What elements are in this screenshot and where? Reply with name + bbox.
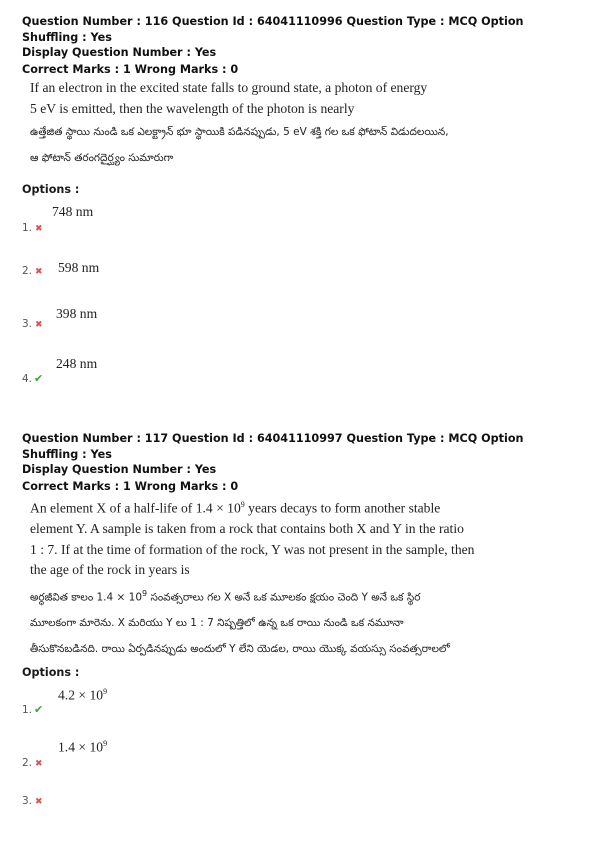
correct-mark-icon: ✔: [34, 703, 44, 716]
wrong-mark-icon: ✖: [35, 759, 43, 769]
question-header-line2: Display Question Number : Yes: [22, 46, 217, 59]
question-header-line1: Question Number : 117 Question Id : 64041110997 Question Type : MCQ Option Shuffling : Yes: [22, 432, 524, 461]
question-header-line2: Display Question Number : Yes: [22, 463, 217, 476]
option-text: 398 nm: [56, 306, 98, 321]
question-header-line1: Question Number : 116 Question Id : 64041110996 Question Type : MCQ Option Shuffling : Yes: [22, 15, 524, 44]
option-3[interactable]: [22, 306, 322, 346]
question-text-en-4: the age of the rock in years is: [30, 562, 190, 578]
wrong-mark-icon: ✖: [35, 797, 43, 807]
question-text-te-3: తీసుకొనబడినది. రాయి ఏర్పడినప్పుడు అందులో Y లేని యెడల, రాయి యొక్క వయస్సు సంవత్సరాలలో: [30, 643, 450, 656]
question-marks: Correct Marks : 1 Wrong Marks : 0: [22, 479, 239, 493]
question-text-en-1: An element X of a half-life of $1.4 \times 10^9$ years decays to form another stable: [30, 500, 441, 516]
question-text-en-2: 5 eV is emitted, then the wavelength of the photon is nearly: [30, 100, 355, 116]
option-number: 2. ✖: [22, 265, 43, 277]
question-text-te-2: ఆ ఫోటాన్ తరంగదైర్ఘ్యం సుమారుగా: [30, 152, 174, 164]
option-2[interactable]: [22, 258, 322, 298]
question-text-te-1: ఉత్తేజిత స్థాయి నుండి ఒక ఎలక్ట్రాన్ భూ స్థాయికి పడినప్పుడు, 5 eV శక్తి గల ఒక ఫోటాన్ విడుదలయిన,: [30, 126, 449, 138]
question-text-en-1: If an electron in the excited state falls to ground state, a photon of energy: [30, 80, 428, 95]
option-text: 748 nm: [52, 204, 94, 219]
question-text-en-3: 1 : 7. If at the time of formation of the rock, Y was not present in the sample, then: [30, 541, 475, 557]
question-text-te-2: మూలకంగా మారెను. X మరియు Y లు 1 : 7 నిష్పత్తిలో ఉన్న ఒక రాయి నుండి ఒక నమూనా: [30, 617, 404, 630]
option-text: $1.4 \times 10^9$: [58, 739, 108, 755]
question-117: [22, 431, 582, 660]
option-number: 1. ✖: [22, 222, 43, 234]
option-number: 2. ✖: [22, 757, 43, 769]
wrong-mark-icon: ✖: [35, 320, 43, 330]
option-2[interactable]: [22, 739, 322, 779]
wrong-mark-icon: ✖: [35, 224, 43, 234]
option-3[interactable]: [22, 789, 322, 829]
question-marks: Correct Marks : 1 Wrong Marks : 0: [22, 62, 239, 76]
question-text-te-1: అర్ధజీవిత కాలం $1.4 \times 10^9$ సంవత్సరాలు గల X అనే ఒక మూలకం క్షయం చెంది Y అనే ఒక స్థిర: [30, 588, 421, 604]
question-text-en-2: element Y. A sample is taken from a rock that contains both X and Y in the ratio: [30, 521, 464, 537]
option-text: 248 nm: [56, 356, 98, 371]
question-116: [22, 14, 582, 169]
option-1[interactable]: [22, 686, 322, 726]
option-number: 4. ✔: [22, 372, 44, 385]
option-text: $4.2 \times 10^9$: [58, 687, 108, 703]
option-number: 3. ✖: [22, 318, 43, 330]
option-4[interactable]: [22, 355, 322, 395]
option-text: 598 nm: [58, 260, 100, 275]
option-number: 1. ✔: [22, 703, 44, 716]
option-number: 3. ✖: [22, 795, 43, 807]
correct-mark-icon: ✔: [34, 372, 44, 385]
wrong-mark-icon: ✖: [35, 267, 43, 277]
option-1[interactable]: [22, 203, 322, 243]
options-label: Options :: [22, 666, 80, 679]
options-label: Options :: [22, 183, 80, 196]
